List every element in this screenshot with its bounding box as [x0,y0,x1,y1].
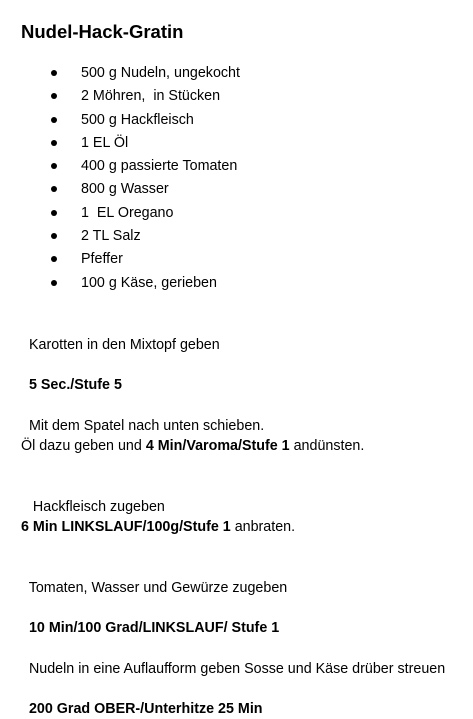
instruction-step [21,477,165,517]
step-setting: 10 Min/100 Grad/LINKSLAUF/ Stufe 1 [28,620,280,636]
bullet-icon [51,256,57,262]
ingredient-text: 2 TL Salz [81,228,141,245]
instruction-step [21,679,263,719]
step-text-after: anbraten. [230,519,296,535]
instruction-step [21,598,279,638]
bullet-icon [51,70,57,76]
ingredient-item [0,248,123,271]
ingredient-item [0,155,238,178]
instruction-step [21,315,220,355]
step-text: Hackfleisch zugeben [28,499,165,515]
step-setting: 200 Grad OBER-/Unterhitze 25 Min [28,701,263,717]
step-text: Tomaten, Wasser und Gewürze zugeben [28,580,288,596]
step-text: Nudeln in eine Auflaufform geben Sosse und Käse drüber streuen [28,661,446,677]
instruction-step [21,396,264,436]
ingredient-text: Pfeffer [81,251,123,268]
ingredient-text: 500 g Hackfleisch [81,111,194,128]
instruction-step [21,558,287,598]
instruction-step [21,517,295,537]
ingredient-text: 1 EL Oregano [81,204,174,221]
step-setting: 4 Min/Varoma/Stufe 1 [145,438,290,454]
ingredient-text: 100 g Käse, gerieben [81,274,217,291]
ingredient-item [0,225,141,248]
ingredient-item [0,85,221,108]
ingredient-item [0,132,129,155]
instruction-step [21,436,364,456]
bullet-icon [51,233,57,239]
bullet-icon [51,186,57,192]
ingredient-text: 800 g Wasser [81,181,169,198]
ingredient-item [0,109,194,132]
ingredient-item [0,178,169,201]
instruction-step [21,355,122,395]
step-setting: 5 Sec./Stufe 5 [28,377,122,393]
bullet-icon [51,93,57,99]
recipe-title: Nudel-Hack-Gratin [21,21,184,42]
step-text: Öl dazu geben und [21,438,146,454]
bullet-icon [51,140,57,146]
step-setting: 6 Min LINKSLAUF/100g/Stufe 1 [21,519,231,535]
ingredient-text: 500 g Nudeln, ungekocht [81,65,240,81]
bullet-icon [51,280,57,286]
ingredient-text: 1 EL Öl [81,134,129,151]
bullet-icon [51,117,57,123]
step-text: Mit dem Spatel nach unten schieben. [28,418,265,434]
step-text: Karotten in den Mixtopf geben [28,337,220,353]
step-text-after: andünsten. [289,438,365,454]
ingredient-list [0,62,240,295]
ingredient-item [0,202,174,225]
ingredient-text: 400 g passierte Tomaten [81,158,238,175]
ingredient-item [0,62,240,85]
instruction-step [21,639,445,679]
bullet-icon [51,210,57,216]
ingredient-text: 2 Möhren, in Stücken [81,88,221,105]
ingredient-item [0,272,217,295]
bullet-icon [51,163,57,169]
